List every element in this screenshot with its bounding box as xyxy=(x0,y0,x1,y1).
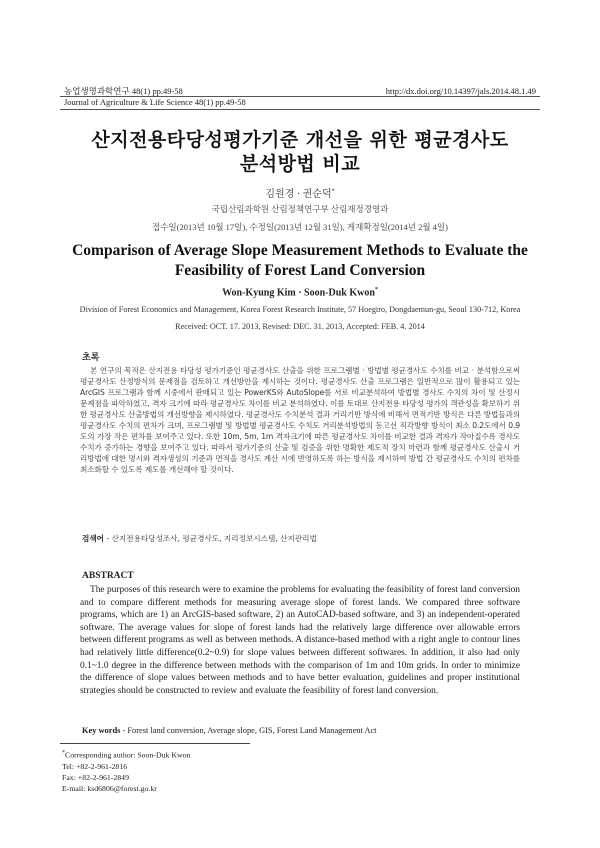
journal-korean: 농업생명과학연구 48(1) pp.49-58 xyxy=(64,86,183,96)
keywords-english-label: Key words xyxy=(82,726,121,735)
title-korean-line1: 산지전용타당성평가기준 개선을 위한 평균경사도 xyxy=(91,129,509,151)
keywords-korean-label: 검색어 xyxy=(82,534,105,543)
footnote-corresponding: *Corresponding author: Soon-Duk Kwon xyxy=(62,750,191,760)
dates-english: Received: OCT. 17. 2013, Revised: DEC. 31. 2013, Accepted: FEB. 4. 2014 xyxy=(175,322,425,331)
keywords-korean-list: - 산지전용타당성조사, 평균경사도, 지리정보시스템, 산지관리법 xyxy=(104,534,317,543)
title-english-line2: Feasibility of Forest Land Conversion xyxy=(174,262,426,279)
abstract-english-heading: ABSTRACT xyxy=(82,571,134,581)
affiliation-korean: 국립산림과학원 산림정책연구부 산림재정경영과 xyxy=(211,204,389,214)
journal-english: Journal of Agriculture & Life Science 48(1) pp.49-58 xyxy=(64,97,246,107)
corresponding-mark: * xyxy=(331,188,335,195)
footnote-fax: Fax: +82-2-961-2849 xyxy=(62,773,129,783)
authors-korean xyxy=(0,185,600,200)
keywords-english-list: - Forest land conversion, Average slope, GIS, Forest Land Management Act xyxy=(120,726,377,735)
dates-korean: 접수일(2013년 10월 17일), 수정일(2013년 12월 31일), 게재확정일(2014년 2월 4일) xyxy=(152,222,448,232)
footnote xyxy=(62,748,190,795)
header-rule-bottom xyxy=(60,109,540,110)
corresponding-mark-en: * xyxy=(374,287,378,293)
keywords-korean xyxy=(82,533,317,544)
title-english-line1: Comparison of Average Slope Measurement Methods to Evaluate the xyxy=(72,242,528,259)
footnote-tel: Tel: +82-2-961-2816 xyxy=(62,761,128,771)
title-korean-line2: 분석방법 비교 xyxy=(239,153,361,175)
authors-english xyxy=(0,287,600,298)
footnote-mark: * xyxy=(62,750,65,756)
title-english xyxy=(50,241,550,281)
authors-korean-names: 김원경 · 권순덕 xyxy=(265,189,332,200)
title-korean xyxy=(40,128,560,176)
abstract-korean-heading: 초록 xyxy=(82,353,100,363)
keywords-english xyxy=(82,726,377,735)
abstract-korean-body: 본 연구의 목적은 산지전용 타당성 평가기준인 평균경사도 산출을 위한 프로그램별 · 방법별 평균경사도 수치를 비교 · 분석함으로써 평균경사도 산정방식의 문제점을 검토하고 개선방안을 제시하는 것이다. 평균경사도 산출 프로그램은 일반적으로 많이 활용되고 있는 ArcGIS 프로그램과 함께 시중에서 판매되고 있는 PowerKS와 AutoSlope를 서로 비교분석하여 방법별 경사도 수치의 차이 및 산정시 문제점을 파악하였고, 격자 크기에 따라 평균경사도 차이를 비교 분석하였다. 이를 토대로 산지전용 타당성 평가의 객관성을 확보하기 위한 평균경사도 산출방법의 개선방향을 제시하였다. 평균경사도 수치분석 결과 거리기반 방식에 비해서 면적기반 방식은 다른 방법들과의 평균경사도 수치의 편차가 크며, 프로그램별 및 방법별 평균경사도 수치도 거리분석방법의 등고선 직각방향 방식이 최소 0.2도에서 0.9도의 가장 작은 편차를 보여주고 있다. 또한 10m, 5m, 1m 격자크기에 따른 평균경사도 차이를 비교한 결과 격자가 작아질수록 경사도 수치가 증가하는 경향을 보여주고 있다. 따라서 평가기준의 산출 및 검증을 위한 명확한 제도적 장치 마련과 함께 평균경사도 산출시 거리방법에 대한 명시와 격자생성의 기준과 면적을 경사도 계산 시에 반영하도록 하는 방식을 제시하여 방법 간 평균경사도 수치의 편차를 최소화할 수 있도록 제도를 개선해야 할 것이다. xyxy=(80,366,520,475)
doi-link[interactable]: http://dx.doi.org/10.14397/jals.2014.48.1.49 xyxy=(385,86,536,96)
abstract-english-body: The purposes of this research were to examine the problems for evaluating the feasibility of forest land conversion and to compare different methods for measuring average slope of forest lands. We compared three software programs, which are 1) an ArcGIS-based software, 2) an AutoCAD-based software, and 3) an independent-operated software. The average values for slope of forest lands had the relatively large difference over allowable errors between different programs as well as between methods. A distance-based method with a right angle to contour lines had relatively little difference(0.2~0.9) for slope values between different softwares. In addition, it also had only 0.1~1.0 degree in the difference between methods with the comparison of 1m and 10m grids. In order to minimize the difference of slope values between methods and to have better evaluation, guidelines and proper institutional strategies should be constructed to review and evaluate the feasibility of forest land conversion. xyxy=(80,585,520,696)
footnote-rule xyxy=(60,743,250,744)
authors-english-names: Won-Kyung Kim · Soon-Duk Kwon xyxy=(222,287,375,299)
affiliation-english: Division of Forest Economics and Management, Korea Forest Research Institute, 57 Hoegiro, Dongdaemun-gu, Seoul 130-712, Korea xyxy=(79,305,521,314)
footnote-email[interactable]: E-mail: ksd6806@forest.go.kr xyxy=(62,784,157,794)
